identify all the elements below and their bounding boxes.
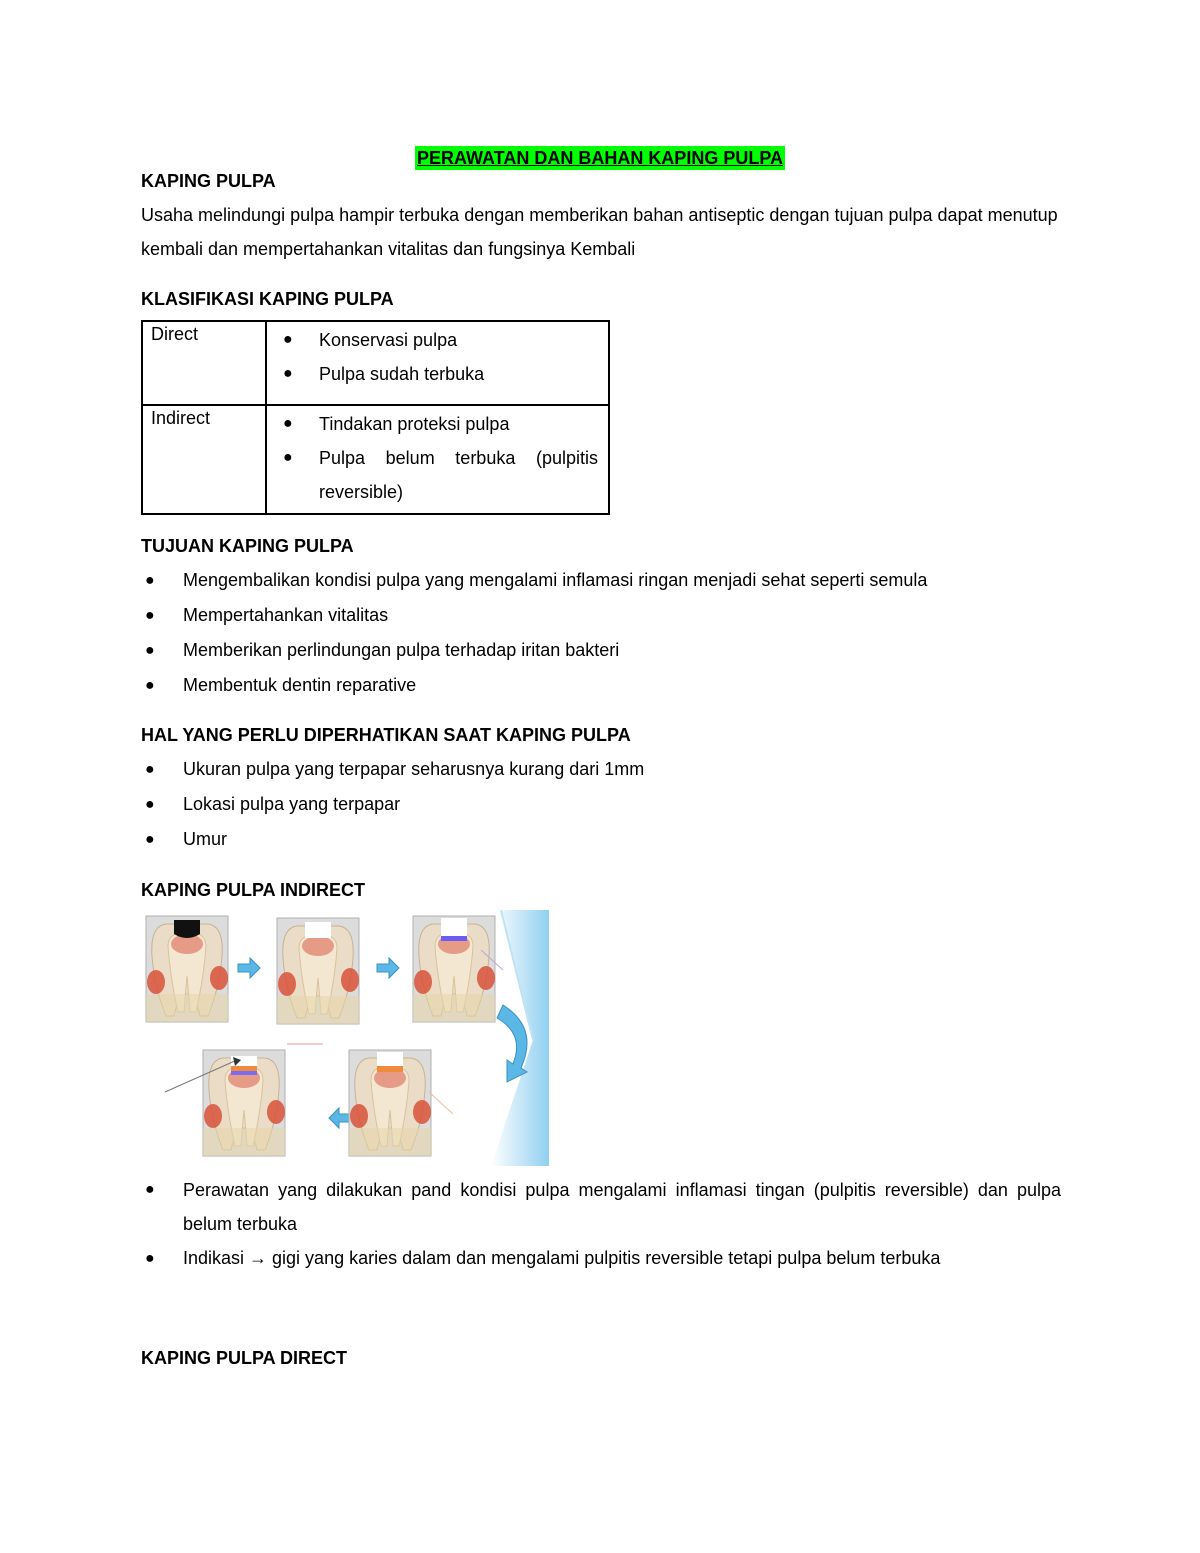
list-item: ● Mempertahankan vitalitas bbox=[141, 598, 1061, 633]
bullet-icon: ● bbox=[145, 796, 155, 813]
bullet-icon: ● bbox=[145, 761, 155, 778]
list-item: ● Konservasi pulpa bbox=[281, 323, 598, 357]
heading-kaping-pulpa: KAPING PULPA bbox=[141, 171, 276, 191]
indirect-capping-illustration bbox=[141, 910, 549, 1166]
bullet-icon: ● bbox=[145, 1181, 155, 1198]
heading-direct: KAPING PULPA DIRECT bbox=[141, 1348, 348, 1368]
table-cell-label: Direct bbox=[142, 321, 266, 405]
indirect-list bbox=[141, 1173, 1061, 1276]
heading-tujuan: TUJUAN KAPING PULPA bbox=[141, 536, 354, 556]
bullet-icon: ● bbox=[283, 415, 293, 432]
bullet-icon: ● bbox=[145, 607, 155, 624]
heading-indirect: KAPING PULPA INDIRECT bbox=[141, 880, 366, 900]
heading-hal-perlu: HAL YANG PERLU DIPERHATIKAN SAAT KAPING PULPA bbox=[141, 725, 631, 745]
list-item: ● Indikasi → gigi yang karies dalam dan mengalami pulpitis reversible tetapi pulpa belum terbuka bbox=[141, 1241, 1061, 1276]
list-item: ● Memberikan perlindungan pulpa terhadap iritan bakteri bbox=[141, 633, 1061, 668]
list-item: ● Perawatan yang dilakukan pand kondisi pulpa mengalami inflamasi tingan (pulpitis reversible) dan pulpa belum terbuka bbox=[141, 1173, 1061, 1241]
table-cell-label: Indirect bbox=[142, 405, 266, 514]
list-item: ● Mengembalikan kondisi pulpa yang mengalami inflamasi ringan menjadi sehat seperti semula bbox=[141, 563, 1061, 598]
list-item: ● Ukuran pulpa yang terpapar seharusnya kurang dari 1mm bbox=[141, 752, 1061, 787]
hal-perlu-list bbox=[141, 752, 1061, 857]
list-item: ● Membentuk dentin reparative bbox=[141, 668, 1061, 703]
list-item: ● Lokasi pulpa yang terpapar bbox=[141, 787, 1061, 822]
bullet-icon: ● bbox=[145, 572, 155, 589]
bullet-icon: ● bbox=[145, 1250, 155, 1267]
paragraph-kaping-pulpa: Usaha melindungi pulpa hampir terbuka dengan memberikan bahan antiseptic dengan tujuan pulpa dapat menutup kembali dan mempertahankan vitalitas dan fungsinya Kembali bbox=[141, 205, 1058, 259]
bullet-icon: ● bbox=[145, 831, 155, 848]
list-item: ● Tindakan proteksi pulpa bbox=[281, 407, 598, 441]
tujuan-list bbox=[141, 563, 1061, 703]
title-wrap bbox=[0, 146, 1200, 170]
document-title: PERAWATAN DAN BAHAN KAPING PULPA bbox=[416, 148, 783, 168]
bullet-icon: ● bbox=[145, 642, 155, 659]
list-item: ● Pulpa sudah terbuka bbox=[281, 357, 598, 391]
table-cell-items bbox=[266, 321, 609, 405]
list-item-continuation: reversible) bbox=[319, 482, 404, 502]
list-item: ● Umur bbox=[141, 822, 1061, 857]
bullet-icon: ● bbox=[145, 677, 155, 694]
table-row-direct bbox=[142, 321, 609, 405]
heading-klasifikasi: KLASIFIKASI KAPING PULPA bbox=[141, 289, 394, 309]
klasifikasi-table bbox=[141, 320, 610, 515]
bullet-icon: ● bbox=[283, 365, 293, 382]
table-cell-items bbox=[266, 405, 609, 514]
bullet-icon: ● bbox=[283, 449, 293, 466]
table-row-indirect bbox=[142, 405, 609, 514]
list-item: ● Pulpa belum terbuka (pulpitis bbox=[281, 441, 598, 475]
bullet-icon: ● bbox=[283, 331, 293, 348]
